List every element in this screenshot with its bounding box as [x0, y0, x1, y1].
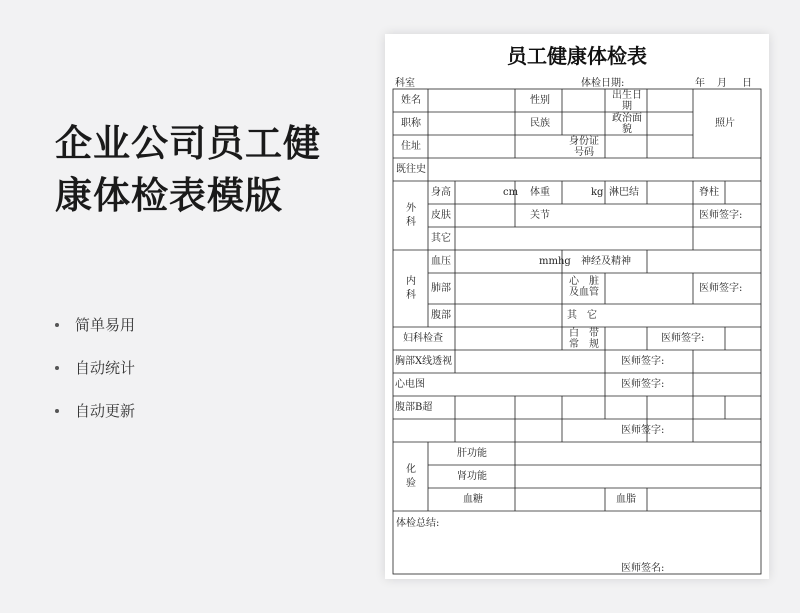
- kidney-label: 肾功能: [457, 471, 487, 482]
- glucose-label: 血糖: [463, 494, 483, 505]
- leukorrhea-label-l2: 常 规: [569, 339, 599, 350]
- heart-label-l2: 及血管: [569, 287, 599, 298]
- lung-label: 肺部: [431, 283, 451, 294]
- internal-doctor-sign: 医师签字:: [699, 283, 743, 294]
- bullet-dot-icon: [55, 366, 59, 370]
- idcard-label: [563, 136, 605, 158]
- other2-label: 其 它: [567, 310, 597, 321]
- doctor-sign-bottom: 医师签名:: [621, 563, 665, 574]
- birth-label-l2: 期: [622, 101, 632, 112]
- kg-unit: kg: [591, 187, 604, 198]
- banner-title-line2: 康体检表模版: [55, 174, 283, 217]
- form-grid: [385, 34, 769, 579]
- history-label: 既往史: [396, 164, 426, 175]
- idcard-label-l1: 身份证: [569, 136, 599, 147]
- cm-unit: cm: [503, 187, 519, 198]
- feature-item: [55, 314, 135, 335]
- surgery-label-l1: 外: [406, 203, 416, 214]
- feature-label: 简单易用: [75, 316, 136, 334]
- surgery-label-l2: 科: [406, 217, 416, 228]
- day-label: 日: [742, 78, 752, 89]
- lab-label-l2: 验: [406, 478, 416, 489]
- weight-label: 体重: [530, 187, 550, 198]
- summary-label: 体检总结:: [396, 518, 440, 529]
- heart-label-l1: 心 脏: [569, 276, 599, 287]
- mmhg-unit: mmhg: [539, 256, 571, 267]
- lab-label-l1: 化: [406, 464, 416, 475]
- feature-label: 自动统计: [75, 359, 136, 377]
- politics-label-l2: 貌: [622, 124, 632, 135]
- leukorrhea-label: [565, 328, 603, 350]
- name-label: 姓名: [401, 95, 421, 106]
- liver-label: 肝功能: [457, 448, 487, 459]
- neuro-label: 神经及精神: [581, 256, 631, 267]
- form-document-preview[interactable]: [385, 34, 769, 579]
- ethnicity-label: 民族: [530, 118, 550, 129]
- birth-label-l1: 出生日: [612, 90, 642, 101]
- lipid-label: 血脂: [616, 494, 636, 505]
- lab-label: [405, 463, 417, 491]
- height-label: 身高: [431, 187, 451, 198]
- feature-item: [55, 400, 135, 421]
- xray-label: 胸部X线透视: [395, 356, 453, 367]
- bullet-dot-icon: [55, 323, 59, 327]
- politics-label-l1: 政治面: [612, 113, 642, 124]
- photo-label: 照片: [715, 118, 735, 129]
- banner-title-line1: 企业公司员工健: [55, 122, 321, 165]
- banner-title: [55, 118, 321, 222]
- dept-label: 科室: [395, 78, 415, 89]
- ecg-doctor-sign: 医师签字:: [621, 379, 665, 390]
- gyn-label: 妇科检查: [403, 333, 443, 344]
- skin-label: 皮肤: [431, 210, 451, 221]
- feature-item: [55, 357, 135, 378]
- address-label: 住址: [401, 141, 421, 152]
- lymph-label: 淋巴结: [609, 187, 639, 198]
- title-rank-label: 职称: [401, 118, 421, 129]
- abdomen-label: 腹部: [431, 310, 451, 321]
- bullet-dot-icon: [55, 409, 59, 413]
- bp-label: 血压: [431, 256, 451, 267]
- surgery-doctor-sign: 医师签字:: [699, 210, 743, 221]
- surgery-label: [405, 202, 417, 230]
- ecg-label: 心电图: [395, 379, 425, 390]
- gyn-doctor-sign: 医师签字:: [661, 333, 705, 344]
- other-label: 其它: [431, 233, 451, 244]
- form-title: 员工健康体检表: [507, 44, 647, 68]
- leukorrhea-label-l1: 白 带: [569, 328, 599, 339]
- feature-list: [55, 314, 135, 443]
- idcard-label-l2: 号码: [574, 147, 594, 158]
- bus-doctor-sign: 医师签字:: [621, 425, 665, 436]
- joint-label: 关节: [530, 210, 550, 221]
- birth-label: [607, 90, 647, 112]
- year-label: 年: [695, 78, 705, 89]
- internal-label-l1: 内: [406, 276, 416, 287]
- bus-label: 腹部B超: [395, 402, 433, 413]
- xray-doctor-sign: 医师签字:: [621, 356, 665, 367]
- month-label: 月: [717, 78, 727, 89]
- feature-label: 自动更新: [75, 402, 136, 420]
- spine-label: 脊柱: [699, 187, 719, 198]
- gender-label: 性别: [530, 95, 550, 106]
- internal-label-l2: 科: [406, 290, 416, 301]
- exam-date-label: 体检日期:: [581, 78, 625, 89]
- politics-label: [607, 113, 647, 135]
- internal-label: [405, 275, 417, 303]
- heart-label: [565, 276, 603, 298]
